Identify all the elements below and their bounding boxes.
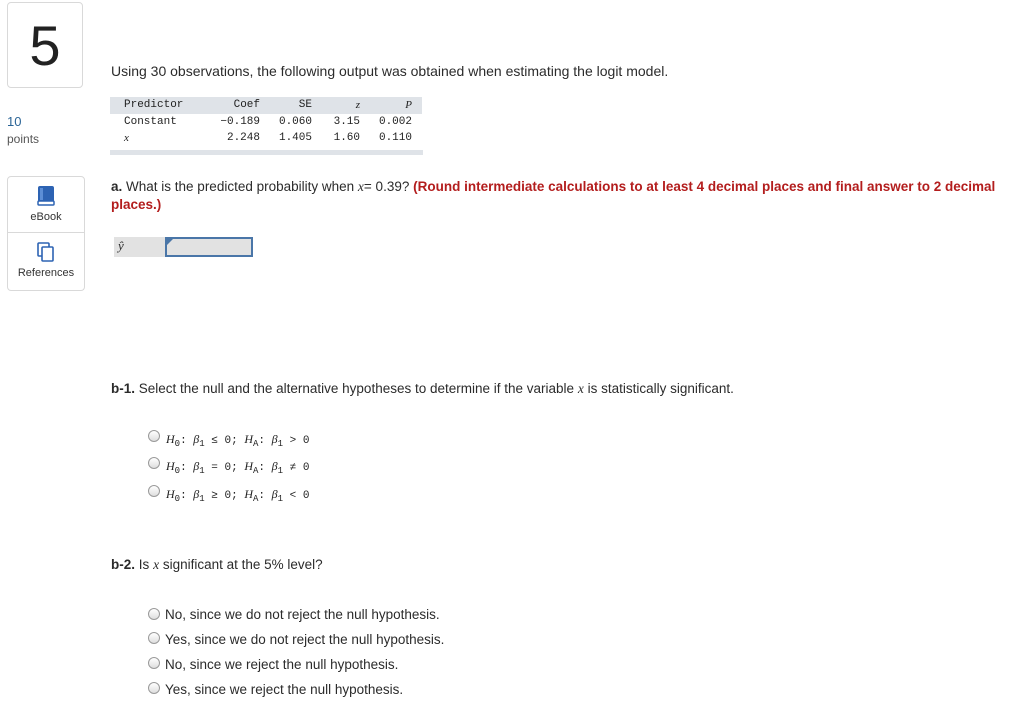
part-b2-text: Is xyxy=(138,557,150,572)
header-predictor: Predictor xyxy=(124,99,184,111)
header-z: z xyxy=(355,99,360,111)
significance-radio-1[interactable] xyxy=(148,608,160,620)
question-number: 5 xyxy=(7,2,83,88)
hypothesis-option-3: $H_0$: $\beta_1 \ge 0$; $H_A$: $\beta_1 < 0$ xyxy=(166,487,310,505)
cell-p: 0.110 xyxy=(378,132,412,144)
significance-radio-2[interactable] xyxy=(148,632,160,644)
significance-radio-4[interactable] xyxy=(148,682,160,694)
part-a-text: What is the predicted probability when xyxy=(126,179,355,194)
part-b1-label: b-1. xyxy=(111,381,136,396)
significance-radio-3[interactable] xyxy=(148,657,160,669)
header-coef: Coef xyxy=(233,99,260,111)
cell-z: 3.15 xyxy=(333,116,360,128)
book-icon xyxy=(37,185,55,207)
part-b1-question xyxy=(111,381,734,397)
cell-se: 0.060 xyxy=(278,116,312,128)
part-b1-variable: x xyxy=(577,381,584,396)
cell-coef: −0.189 xyxy=(220,116,260,128)
references-button[interactable] xyxy=(7,233,85,291)
part-a-label: a. xyxy=(111,179,123,194)
part-b1-text: Select the null and the alternative hypotheses to determine if the variable xyxy=(138,381,575,396)
table-row xyxy=(110,130,422,146)
cell-coef: 2.248 xyxy=(226,132,260,144)
part-a-variable: x xyxy=(357,179,364,194)
significance-option-1: No, since we do not reject the null hypothesis. xyxy=(165,607,440,622)
points-label: points xyxy=(7,132,40,146)
ebook-button[interactable] xyxy=(7,176,85,233)
hypothesis-option-1: $H_0$: $\beta_1 \le 0$; $H_A$: $\beta_1 > 0$ xyxy=(166,432,310,450)
part-a-question xyxy=(111,178,1011,214)
header-se: SE xyxy=(298,99,312,111)
part-b2-label: b-2. xyxy=(111,557,136,572)
yhat-answer-input[interactable] xyxy=(165,237,253,257)
part-b2-variable: x xyxy=(153,557,160,572)
significance-option-2: Yes, since we do not reject the null hypothesis. xyxy=(165,632,445,647)
table-header-row xyxy=(110,97,422,114)
cell-predictor: Constant xyxy=(124,116,177,128)
copy-pages-icon xyxy=(37,241,55,263)
part-b2-question xyxy=(111,557,323,573)
question-prompt: Using 30 observations, the following output was obtained when estimating the logit model. xyxy=(111,63,669,79)
logit-output-table xyxy=(110,97,422,146)
table-footer-bar xyxy=(110,150,423,155)
part-b1-text-end: is statistically significant. xyxy=(587,381,734,396)
cell-p: 0.002 xyxy=(378,116,412,128)
ebook-label: eBook xyxy=(30,211,62,223)
hypothesis-radio-2[interactable] xyxy=(148,457,160,469)
cell-z: 1.60 xyxy=(333,132,360,144)
hypothesis-radio-1[interactable] xyxy=(148,430,160,442)
header-p: P xyxy=(405,99,412,111)
references-label: References xyxy=(17,267,75,279)
part-a-answer-row xyxy=(114,237,253,257)
cell-predictor: x xyxy=(124,132,129,144)
table-row xyxy=(110,114,422,130)
hypothesis-radio-3[interactable] xyxy=(148,485,160,497)
yhat-label: ŷ xyxy=(114,237,165,257)
hypothesis-option-2: $H_0$: $\beta_1 = 0$; $H_A$: $\beta_1 \ne 0$ xyxy=(166,459,310,477)
points-value: 10 xyxy=(7,114,22,129)
cell-se: 1.405 xyxy=(278,132,312,144)
part-a-instruction: (Round intermediate calculations to at least 4 decimal places and final answer to 2 decimal places.) xyxy=(111,179,996,212)
significance-option-4: Yes, since we reject the null hypothesis. xyxy=(165,682,404,697)
part-b2-text-end: significant at the 5% level? xyxy=(162,557,323,572)
part-a-value: = 0.39? xyxy=(363,179,410,194)
significance-option-3: No, since we reject the null hypothesis. xyxy=(165,657,399,672)
